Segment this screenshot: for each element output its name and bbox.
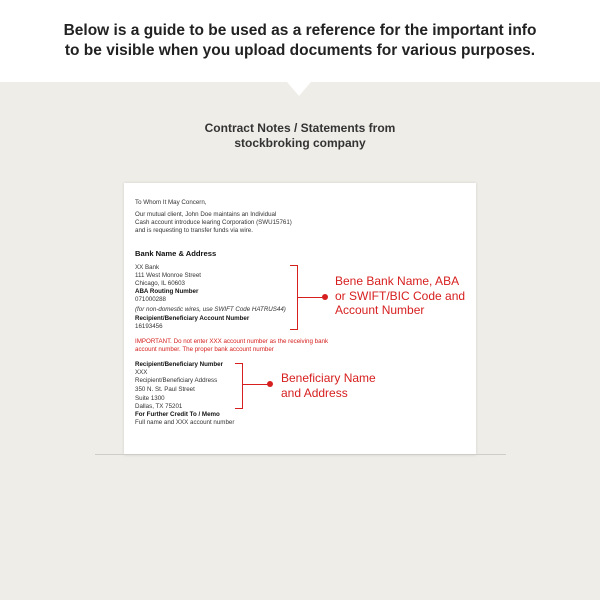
beneficiary-bracket-stem	[243, 384, 269, 385]
header-banner	[0, 0, 600, 82]
doc-intro-line: and is requesting to transfer funds via wire.	[135, 227, 253, 234]
header-pointer	[287, 82, 311, 96]
doc-bank-line: ABA Routing Number	[135, 288, 199, 295]
doc-bank-line: 111 West Monroe Street	[135, 272, 202, 279]
doc-recipient-line: For Further Credit To / Memo	[135, 411, 220, 418]
doc-bank-line: XX Bank	[135, 264, 160, 271]
bank-callout-line: or SWIFT/BIC Code and	[335, 288, 466, 303]
bank-callout-dot	[322, 294, 328, 300]
doc-recipient-line: Full name and XXX account number	[135, 419, 235, 426]
bank-callout-line: Account Number	[335, 303, 425, 317]
doc-recipient-line: Dallas, TX 75201	[135, 403, 183, 410]
divider-line	[95, 454, 506, 455]
doc-bank-line: Recipient/Beneficiary Account Number	[135, 315, 250, 322]
beneficiary-callout-line: Beneficiary Name	[281, 371, 376, 385]
beneficiary-callout-dot	[267, 381, 273, 387]
bank-bracket	[290, 265, 298, 330]
doc-intro-line: Cash account introduce learing Corporation (SWU15761)	[135, 219, 292, 226]
section-title	[150, 121, 450, 151]
doc-salutation: To Whom It May Concern,	[135, 199, 207, 206]
doc-recipient-line: Suite 1300	[135, 395, 165, 402]
doc-bank-line: (for non-domestic wires, use SWIFT Code HATRUS44)	[135, 306, 286, 313]
section-title-line-1: Contract Notes / Statements from	[204, 121, 396, 135]
beneficiary-callout	[281, 371, 376, 400]
doc-recipient-line: XXX	[135, 369, 148, 376]
doc-recipient-line: 350 N. St. Paul Street	[135, 386, 195, 393]
section-title-line-2: stockbroking company	[234, 136, 366, 150]
doc-bank-heading: Bank Name & Address	[135, 249, 217, 258]
doc-intro-line: Our mutual client, John Doe maintains an Individual	[135, 211, 277, 218]
beneficiary-bracket	[235, 363, 243, 409]
doc-recipient-line: Recipient/Beneficiary Address	[135, 377, 218, 384]
doc-bank-line: Chicago, IL 60603	[135, 280, 185, 287]
bank-callout	[335, 274, 465, 318]
doc-important-line: account number. The proper bank account number	[135, 346, 274, 353]
doc-important-line: IMPORTANT. Do not enter XXX account number as the receiving bank	[135, 338, 329, 345]
doc-recipient-line: Recipient/Beneficiary Number	[135, 361, 224, 368]
bank-callout-line: Bene Bank Name, ABA	[335, 274, 460, 288]
header-line-2: to be visible when you upload documents for various purposes.	[64, 42, 536, 59]
beneficiary-callout-line: and Address	[281, 385, 348, 400]
doc-bank-line: 16193456	[135, 323, 163, 330]
doc-bank-line: 071000288	[135, 296, 166, 303]
bank-bracket-stem	[298, 297, 324, 298]
header-text	[20, 21, 580, 61]
header-line-1: Below is a guide to be used as a reference for the important info	[63, 22, 537, 39]
